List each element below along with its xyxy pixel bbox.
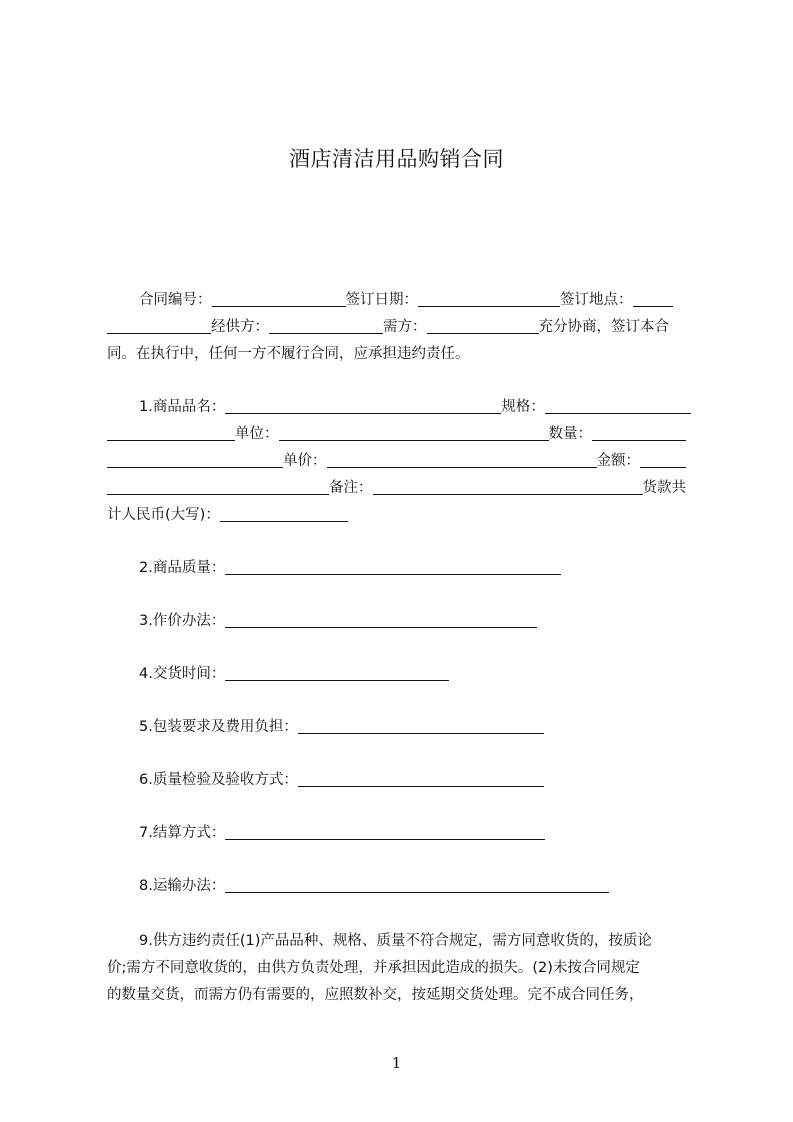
quantity-label: 数量：: [548, 426, 592, 442]
item-delivery-time: [139, 661, 707, 688]
item-pricing-blank[interactable]: [225, 610, 537, 628]
page-number: 1: [391, 1054, 402, 1072]
quantity-blank-cont[interactable]: [107, 450, 283, 468]
item1-line-3: [107, 448, 707, 475]
contract-title: 酒店清洁用品购销合同: [289, 147, 504, 171]
supplier-blank[interactable]: [269, 316, 383, 334]
item1-line-2: [107, 421, 707, 448]
item1-line-4: [107, 475, 707, 502]
intro-line-3: 同。在执行中，任何一方不履行合同，应承担违约责任。: [107, 346, 470, 362]
agreement-text: 充分协商，签订本合: [538, 319, 669, 335]
unit-price-blank[interactable]: [327, 450, 597, 468]
item-pricing: [139, 608, 707, 635]
item-quality-label: 2.商品质量：: [139, 560, 226, 576]
quantity-blank[interactable]: [592, 423, 686, 441]
sign-date-blank[interactable]: [418, 289, 560, 307]
amount-label: 金额：: [596, 453, 640, 469]
item-packaging-blank[interactable]: [298, 716, 544, 734]
item-inspection: [139, 767, 707, 794]
remark-blank[interactable]: [373, 477, 643, 495]
product-name-blank[interactable]: [225, 396, 501, 414]
contract-number-label: 合同编号：: [139, 292, 212, 308]
item9-line-1: 9.供方违约责任(1)产品品种、规格、质量不符合规定，需方同意收货的，按质论: [139, 933, 652, 949]
sign-place-blank[interactable]: [633, 289, 673, 307]
item-packaging: [139, 714, 707, 741]
buyer-label: 需方：: [383, 319, 427, 335]
unit-label: 单位：: [235, 426, 279, 442]
contract-number-blank[interactable]: [212, 289, 346, 307]
item-delivery-time-label: 4.交货时间：: [139, 666, 226, 682]
item1-line-1: [139, 394, 707, 421]
buyer-blank[interactable]: [427, 316, 539, 334]
item-settlement-blank[interactable]: [225, 822, 545, 840]
item-settlement-label: 7.结算方式：: [139, 825, 226, 841]
spec-blank-cont[interactable]: [107, 423, 235, 441]
unit-price-label: 单价：: [283, 453, 327, 469]
item-transport-label: 8.运输办法：: [139, 878, 226, 894]
item-delivery-time-blank[interactable]: [225, 663, 449, 681]
spec-label: 规格：: [501, 399, 545, 415]
item9-line-2: 价;需方不同意收货的，由供方负责处理，并承担因此造成的损失。(2)未按合同规定: [107, 960, 640, 976]
sign-place-label: 签订地点：: [560, 292, 633, 308]
product-name-label: 1.商品品名：: [139, 399, 226, 415]
total-payment-label: 货款共: [642, 480, 686, 496]
item-inspection-label: 6.质量检验及验收方式：: [139, 772, 298, 788]
intro-line-2: [107, 314, 707, 341]
supplier-label: 经供方：: [211, 319, 269, 335]
item-transport: [139, 873, 707, 900]
item-pricing-label: 3.作价办法：: [139, 613, 226, 629]
sign-date-label: 签订日期：: [345, 292, 418, 308]
unit-blank[interactable]: [279, 423, 549, 441]
item-packaging-label: 5.包装要求及费用负担：: [139, 719, 298, 735]
item1-line-5: [107, 502, 707, 529]
total-rmb-label: 计人民币(大写)：: [107, 507, 220, 523]
spec-blank[interactable]: [545, 396, 691, 414]
sign-place-blank-cont[interactable]: [107, 316, 211, 334]
item-quality-blank[interactable]: [225, 557, 561, 575]
amount-blank-cont[interactable]: [107, 477, 329, 495]
total-rmb-blank[interactable]: [220, 504, 348, 522]
item-transport-blank[interactable]: [225, 875, 609, 893]
amount-blank[interactable]: [640, 450, 686, 468]
item-inspection-blank[interactable]: [298, 769, 544, 787]
item-settlement: [139, 820, 707, 847]
remark-label: 备注：: [329, 480, 373, 496]
item9-line-3: 的数量交货，而需方仍有需要的，应照数补交，按延期交货处理。完不成合同任务，: [107, 987, 644, 1003]
intro-line-1: [139, 287, 707, 314]
item-quality: [139, 555, 707, 582]
